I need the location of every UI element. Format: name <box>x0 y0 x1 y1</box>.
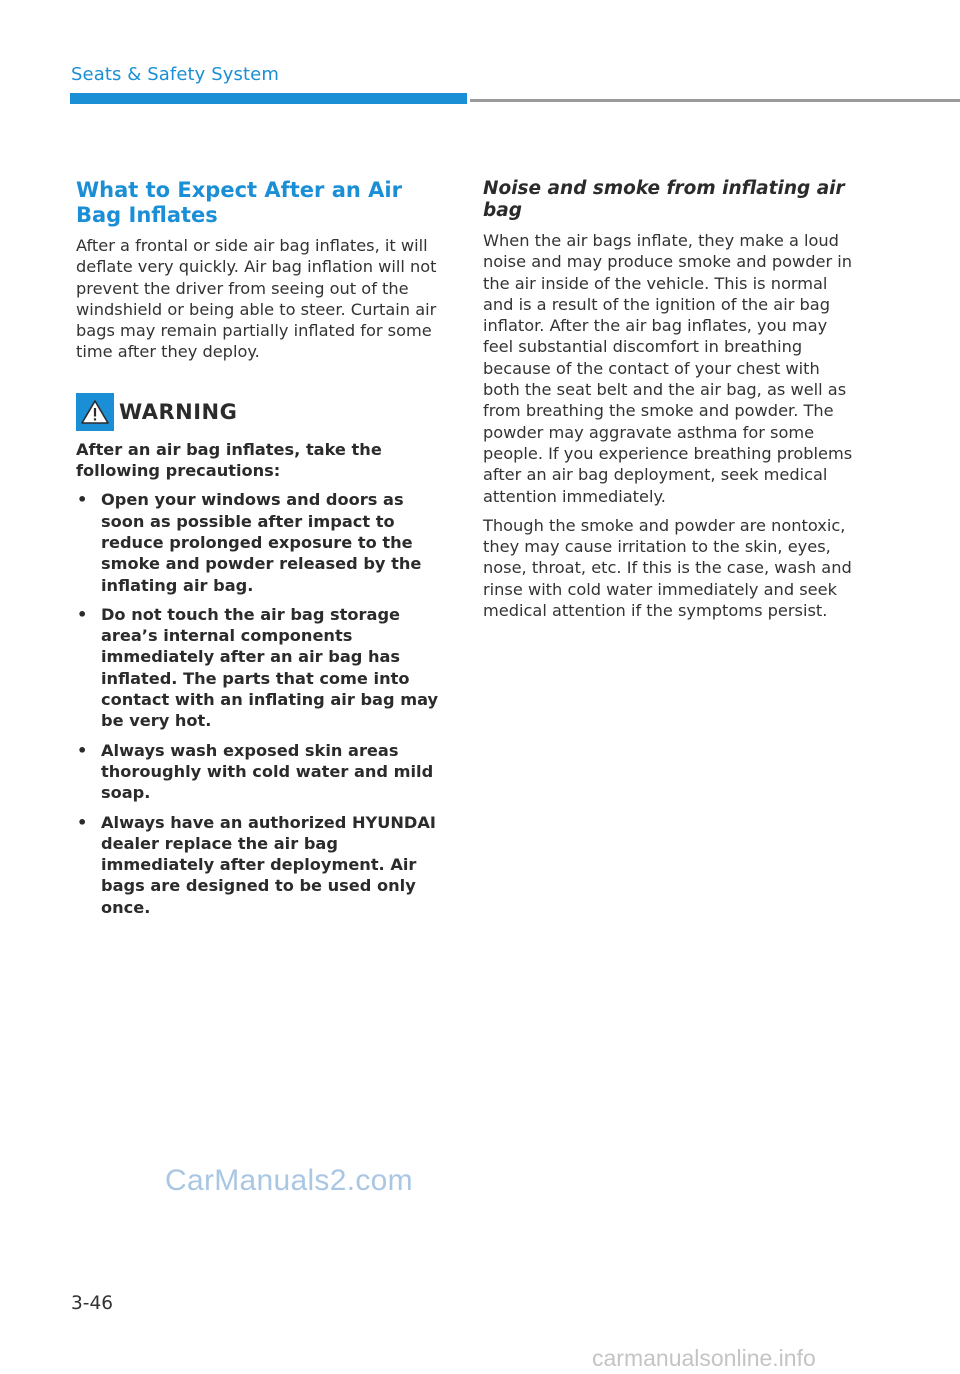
warning-triangle-icon <box>76 393 114 431</box>
section-header-title: Seats & Safety System <box>71 64 279 85</box>
bullet-icon: • <box>77 812 88 832</box>
left-column <box>76 178 446 926</box>
warning-item-text: Always have an authorized HYUNDAI dealer replace the air bag immediately after deployment. Air bags are designed to be used only once. <box>101 812 436 917</box>
warning-item-text: Open your windows and doors as soon as possible after impact to reduce prolonged exposure to the smoke and powder released by the inflating air bag. <box>101 490 422 595</box>
right-column <box>483 178 853 629</box>
header-rule-accent <box>70 93 467 104</box>
warning-list-item <box>76 489 446 595</box>
warning-list-item <box>76 604 446 732</box>
bullet-icon: • <box>77 604 88 624</box>
footer-watermark: carmanualsonline.info <box>592 1345 816 1371</box>
bullet-icon: • <box>77 740 88 760</box>
intro-paragraph: After a frontal or side air bag inflates, it will deflate very quickly. Air bag inflation will not prevent the driver from seeing out of the windshield or being able to steer. Curtain air bags may remain partially inflated for some time after they deploy. <box>76 236 437 362</box>
subsection-title: Noise and smoke from inflating air bag <box>483 178 845 221</box>
bullet-icon: • <box>77 490 88 510</box>
warning-item-text: Do not touch the air bag storage area’s internal components immediately after an air bag has inflated. The parts that come into contact with an inflating air bag may be very hot. <box>101 604 439 731</box>
warning-intro: After an air bag inflates, take the following precautions: <box>76 439 382 481</box>
warning-list-item <box>76 812 446 918</box>
page-number: 3-46 <box>71 1293 113 1314</box>
body-paragraph: Though the smoke and powder are nontoxic, they may cause irritation to the skin, eyes, nose, throat, etc. If this is the case, wash and rinse with cold water immediately and seek medical attention if the symptoms persist. <box>483 515 852 621</box>
section-title: What to Expect After an Air Bag Inflates <box>76 178 402 227</box>
warning-list-item <box>76 740 446 804</box>
warning-header <box>76 393 446 431</box>
warning-item-text: Always wash exposed skin areas thoroughly with cold water and mild soap. <box>101 740 434 803</box>
warning-label: WARNING <box>119 399 238 424</box>
warning-list <box>76 489 446 918</box>
header-rule <box>470 99 960 102</box>
warning-box <box>76 393 446 918</box>
watermark: CarManuals2.com <box>165 1164 413 1197</box>
body-paragraph: When the air bags inflate, they make a loud noise and may produce smoke and powder in the air inside of the vehicle. This is normal and is a result of the ignition of the air bag inflator. After the air bag inflates, you may feel substantial discomfort in breathing because of the contact of your chest with both the seat belt and the air bag, as well as from breathing the smoke and powder. The powder may aggravate asthma for some people. If you experience breathing problems after an air bag deployment, seek medical attention immediately. <box>483 231 853 506</box>
